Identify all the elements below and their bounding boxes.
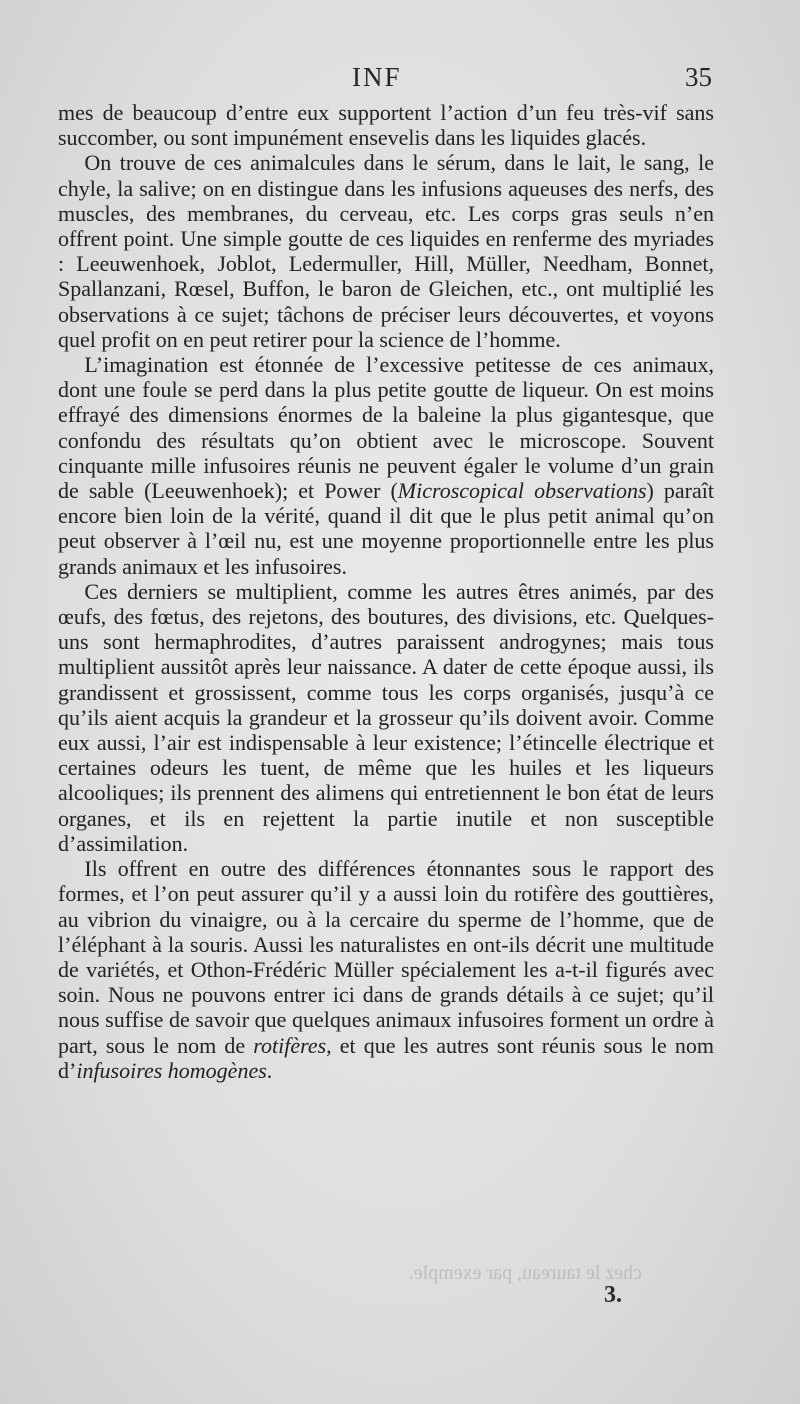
book-title-italic: Microscopical observations bbox=[397, 478, 647, 504]
page-header bbox=[0, 62, 800, 96]
paragraph-5-text-end: . bbox=[266, 1057, 273, 1083]
paragraph-3 bbox=[58, 352, 714, 579]
running-title: INF bbox=[352, 62, 402, 92]
paragraph-3-text: L’imagination est étonnée de l’excessive petitesse de ces animaux, dont une foule se perd dans la plus petite goutte de liqueur. On est moins effrayé des dimensions énormes de la baleine la plus gigantesque, que confondu des résultats qu’on obtient avec le microscope. Souvent cinquante mille infusoires réunis ne peuvent égaler le volume d’un grain de sable (Leeuwenhoek); et Power ( bbox=[58, 352, 714, 504]
paragraph-4: Ces derniers se multiplient, comme les autres êtres animés, par des œufs, des fœtus, des rejetons, des boutures, des divisions, etc. Quelques-uns sont hermaphrodites, d’autres paraissent androgynes; mais tous multiplient aussitôt après leur naissance. A dater de cette époque aussi, ils grandissent et grossissent, comme tous les corps organisés, jusqu’à ce qu’ils aient acquis la grandeur et la grosseur qu’ils doivent avoir. Comme eux aussi, l’air est indispensable à leur existence; l’étincelle électrique et certaines odeurs les tuent, de même que les huiles et les liqueurs alcooliques; ils prennent des alimens qui entretiennent le bon état de leurs organes, et ils en rejettent la partie inutile et non susceptible d’assimilation. bbox=[58, 578, 714, 856]
paragraph-5 bbox=[58, 856, 714, 1083]
bleed-through-text: chez le taureau, par exemple. bbox=[408, 1262, 642, 1284]
signature-mark: 3. bbox=[604, 1282, 622, 1308]
page-number: 35 bbox=[685, 62, 712, 92]
paragraph-5-text-middle: , et que les autres sont réunis sous le nom d’ bbox=[58, 1032, 714, 1083]
term-infusoires-homogenes: infusoires homogènes bbox=[76, 1057, 267, 1083]
paragraph-3-text-end: ) paraît encore bien loin de la vérité, quand il dit que le plus petit animal qu’on peut observer à l’œil nu, est une moyenne proportionnelle entre les plus grands animaux et les infusoires. bbox=[58, 478, 715, 579]
paragraph-5-text: Ils offrent en outre des différences étonnantes sous le rapport des formes, et l’on peut assurer qu’il y a aussi loin du rotifère des gouttières, au vibrion du vinaigre, ou à la cercaire du sperme de l’homme, que de l’éléphant à la souris. Aussi les naturalistes en ont-ils décrit une multitude de variétés, et Othon-Frédéric Müller spécialement les a-t-il figurés avec soin. Nous ne pouvons entrer ici dans de grands détails à ce sujet; qu’il nous suffise de savoir que quelques animaux infusoires forment un ordre à part, sous le nom de bbox=[58, 856, 714, 1058]
paragraph-1: mes de beaucoup d’entre eux supportent l’action d’un feu très-vif sans succomber, ou sont impunément ensevelis dans les liquides glacés. bbox=[58, 100, 714, 151]
paragraph-2: On trouve de ces animalcules dans le sérum, dans le lait, le sang, le chyle, la salive; on en distingue dans les infusions aqueuses des nerfs, des muscles, des membranes, du cerveau, etc. Les corps gras seuls n’en offrent point. Une simple goutte de ces liquides en renferme des myriades : Leeuwenhoek, Joblot, Ledermuller, Hill, Müller, Needham, Bonnet, Spallanzani, Rœsel, Buffon, le baron de Gleichen, etc., ont multiplié les observations à ce sujet; tâchons de préciser leurs découvertes, et voyons quel profit on en peut retirer pour la science de l’homme. bbox=[58, 150, 714, 352]
term-rotiferes: rotifères bbox=[253, 1032, 327, 1058]
body-text bbox=[58, 100, 714, 1083]
